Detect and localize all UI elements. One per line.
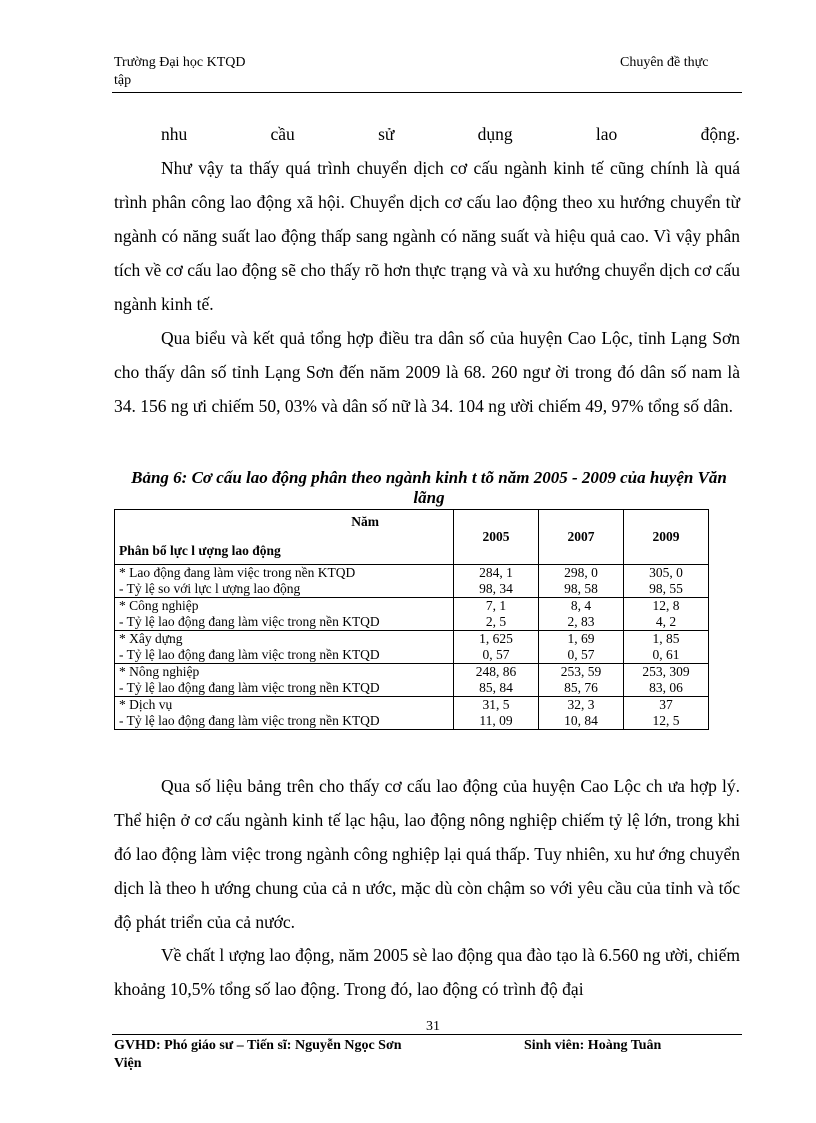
word: lao: [595, 124, 618, 144]
cell: 7, 1: [485, 598, 507, 613]
word: nhu: [161, 124, 188, 144]
word: dụng: [477, 124, 513, 144]
row-sublabel: - Tỷ lệ lao động đang làm việc trong nền KTQD: [119, 614, 380, 629]
row-label: * Lao động đang làm việc trong nền KTQD: [119, 565, 356, 580]
cell: 11, 09: [479, 713, 513, 728]
cell: 253, 309: [642, 664, 690, 679]
paragraph-2: Qua biểu và kết quả tổng hợp điều tra dân số của huyện Cao Lộc, tỉnh Lạng Sơn cho thấy dân số tỉnh Lạng Sơn đến năm 2009 là 68. 260 ngư ời trong đó dân số nam là 34. 156 ng ưi chiếm 50, 03% và dân số nữ là 34. 104 ng ười chiếm 49, 97% tổng số dân.: [114, 328, 740, 416]
row-label: * Dịch vụ: [119, 697, 173, 712]
header-school-cont: tập: [114, 73, 132, 88]
word: cầu: [270, 124, 295, 144]
word: động.: [700, 124, 740, 144]
footer-advisor-cont: Viện: [114, 1056, 142, 1071]
header-school: Trường Đại học KTQD: [114, 55, 246, 70]
footer-left: [114, 1037, 402, 1073]
header-year-label: Năm: [351, 514, 379, 529]
cell: 0, 57: [482, 647, 510, 662]
cell: 0, 57: [567, 647, 595, 662]
page-number: 31: [426, 1019, 440, 1034]
table-row: [115, 697, 709, 730]
cell: 85, 76: [564, 680, 598, 695]
footer-rule: [112, 1034, 742, 1035]
cell: 85, 84: [479, 680, 513, 695]
footer-student: Sinh viên: Hoàng Tuân: [524, 1038, 662, 1053]
table-header-row: [115, 510, 709, 565]
row-label: * Nông nghiệp: [119, 664, 200, 679]
table-row: [115, 598, 709, 631]
cell: 298, 0: [564, 565, 598, 580]
footer-advisor: GVHD: Phó giáo sư – Tiến sĩ: Nguyễn Ngọc Sơn: [114, 1038, 402, 1053]
cell: 1, 625: [479, 631, 513, 646]
cell: 32, 3: [567, 697, 595, 712]
cell: 12, 5: [652, 713, 680, 728]
cell: 37: [659, 697, 673, 712]
cell: 284, 1: [479, 565, 513, 580]
continued-line: [114, 117, 740, 151]
row-sublabel: - Tỷ lệ lao động đang làm việc trong nền KTQD: [119, 680, 380, 695]
header-distribution-label: Phân bổ lực l ượng lao động: [119, 543, 281, 558]
year-2005: 2005: [454, 510, 539, 565]
cell: 0, 61: [652, 647, 680, 662]
cell: 305, 0: [649, 565, 683, 580]
cell: 4, 2: [655, 614, 677, 629]
cell: 248, 86: [475, 664, 517, 679]
cell: 83, 06: [649, 680, 683, 695]
paragraph-1: Như vậy ta thấy quá trình chuyển dịch cơ cấu ngành kinh tế cũng chính là quá trình phân công lao động xã hội. Chuyển dịch cơ cấu lao động theo xu hướng chuyển từ ngành có năng suất lao động thấp sang ngành có năng suất và hiệu quả cao. Vì vậy phân tích về cơ cấu lao động sẽ cho thấy rõ hơn thực trạng và và xu hướng chuyển dịch cơ cấu ngành kinh tế.: [114, 158, 740, 314]
cell: 8, 4: [570, 598, 592, 613]
header-right: Chuyên đề thực: [620, 55, 709, 70]
cell: 10, 84: [564, 713, 598, 728]
header-cell: [115, 510, 454, 565]
paragraph-3: Qua số liệu bảng trên cho thấy cơ cấu lao động của huyện Cao Lộc ch ưa hợp lý. Thể hiện ở cơ cấu ngành kinh tế lạc hậu, lao động nông nghiệp chiếm tỷ lệ lớn, trong khi đó lao động làm việc trong ngành công nghiệp lại quá thấp. Tuy nhiên, xu hư ớng chuyển dịch là theo h ướng chung của cả n ước, mặc dù còn chậm so với yêu cầu của tỉnh và tốc độ phát triển của cả nước.: [114, 776, 740, 932]
cell: 253, 59: [560, 664, 602, 679]
table-row: [115, 565, 709, 598]
table-row: [115, 631, 709, 664]
header-rule: [112, 92, 742, 93]
cell: 98, 58: [564, 581, 598, 596]
word: sử: [378, 124, 395, 144]
cell: 12, 8: [652, 598, 680, 613]
labor-structure-table: [114, 509, 709, 730]
row-label: * Công nghiệp: [119, 598, 199, 613]
header-left: [114, 54, 246, 90]
row-sublabel: - Tỷ lệ lao động đang làm việc trong nền KTQD: [119, 713, 380, 728]
cell: 2, 83: [567, 614, 595, 629]
row-sublabel: - Tỷ lệ so với lực l ượng lao động: [119, 581, 301, 596]
year-2009: 2009: [624, 510, 709, 565]
cell: 1, 85: [652, 631, 680, 646]
year-2007: 2007: [539, 510, 624, 565]
cell: 31, 5: [482, 697, 510, 712]
table-row: [115, 664, 709, 697]
cell: 98, 55: [649, 581, 683, 596]
cell: 1, 69: [567, 631, 595, 646]
paragraph-4: Về chất l ượng lao động, năm 2005 sè lao động qua đào tạo là 6.560 ng ười, chiếm khoảng 10,5% tổng số lao động. Trong đó, lao động có trình độ đại: [114, 945, 740, 999]
row-label: * Xây dựng: [119, 631, 183, 646]
table-caption: Bảng 6: Cơ cấu lao động phân theo ngành kinh t tõ năm 2005 - 2009 của huyện Văn lãng: [131, 468, 727, 507]
cell: 98, 34: [479, 581, 513, 596]
cell: 2, 5: [485, 614, 507, 629]
row-sublabel: - Tỷ lệ lao động đang làm việc trong nền KTQD: [119, 647, 380, 662]
